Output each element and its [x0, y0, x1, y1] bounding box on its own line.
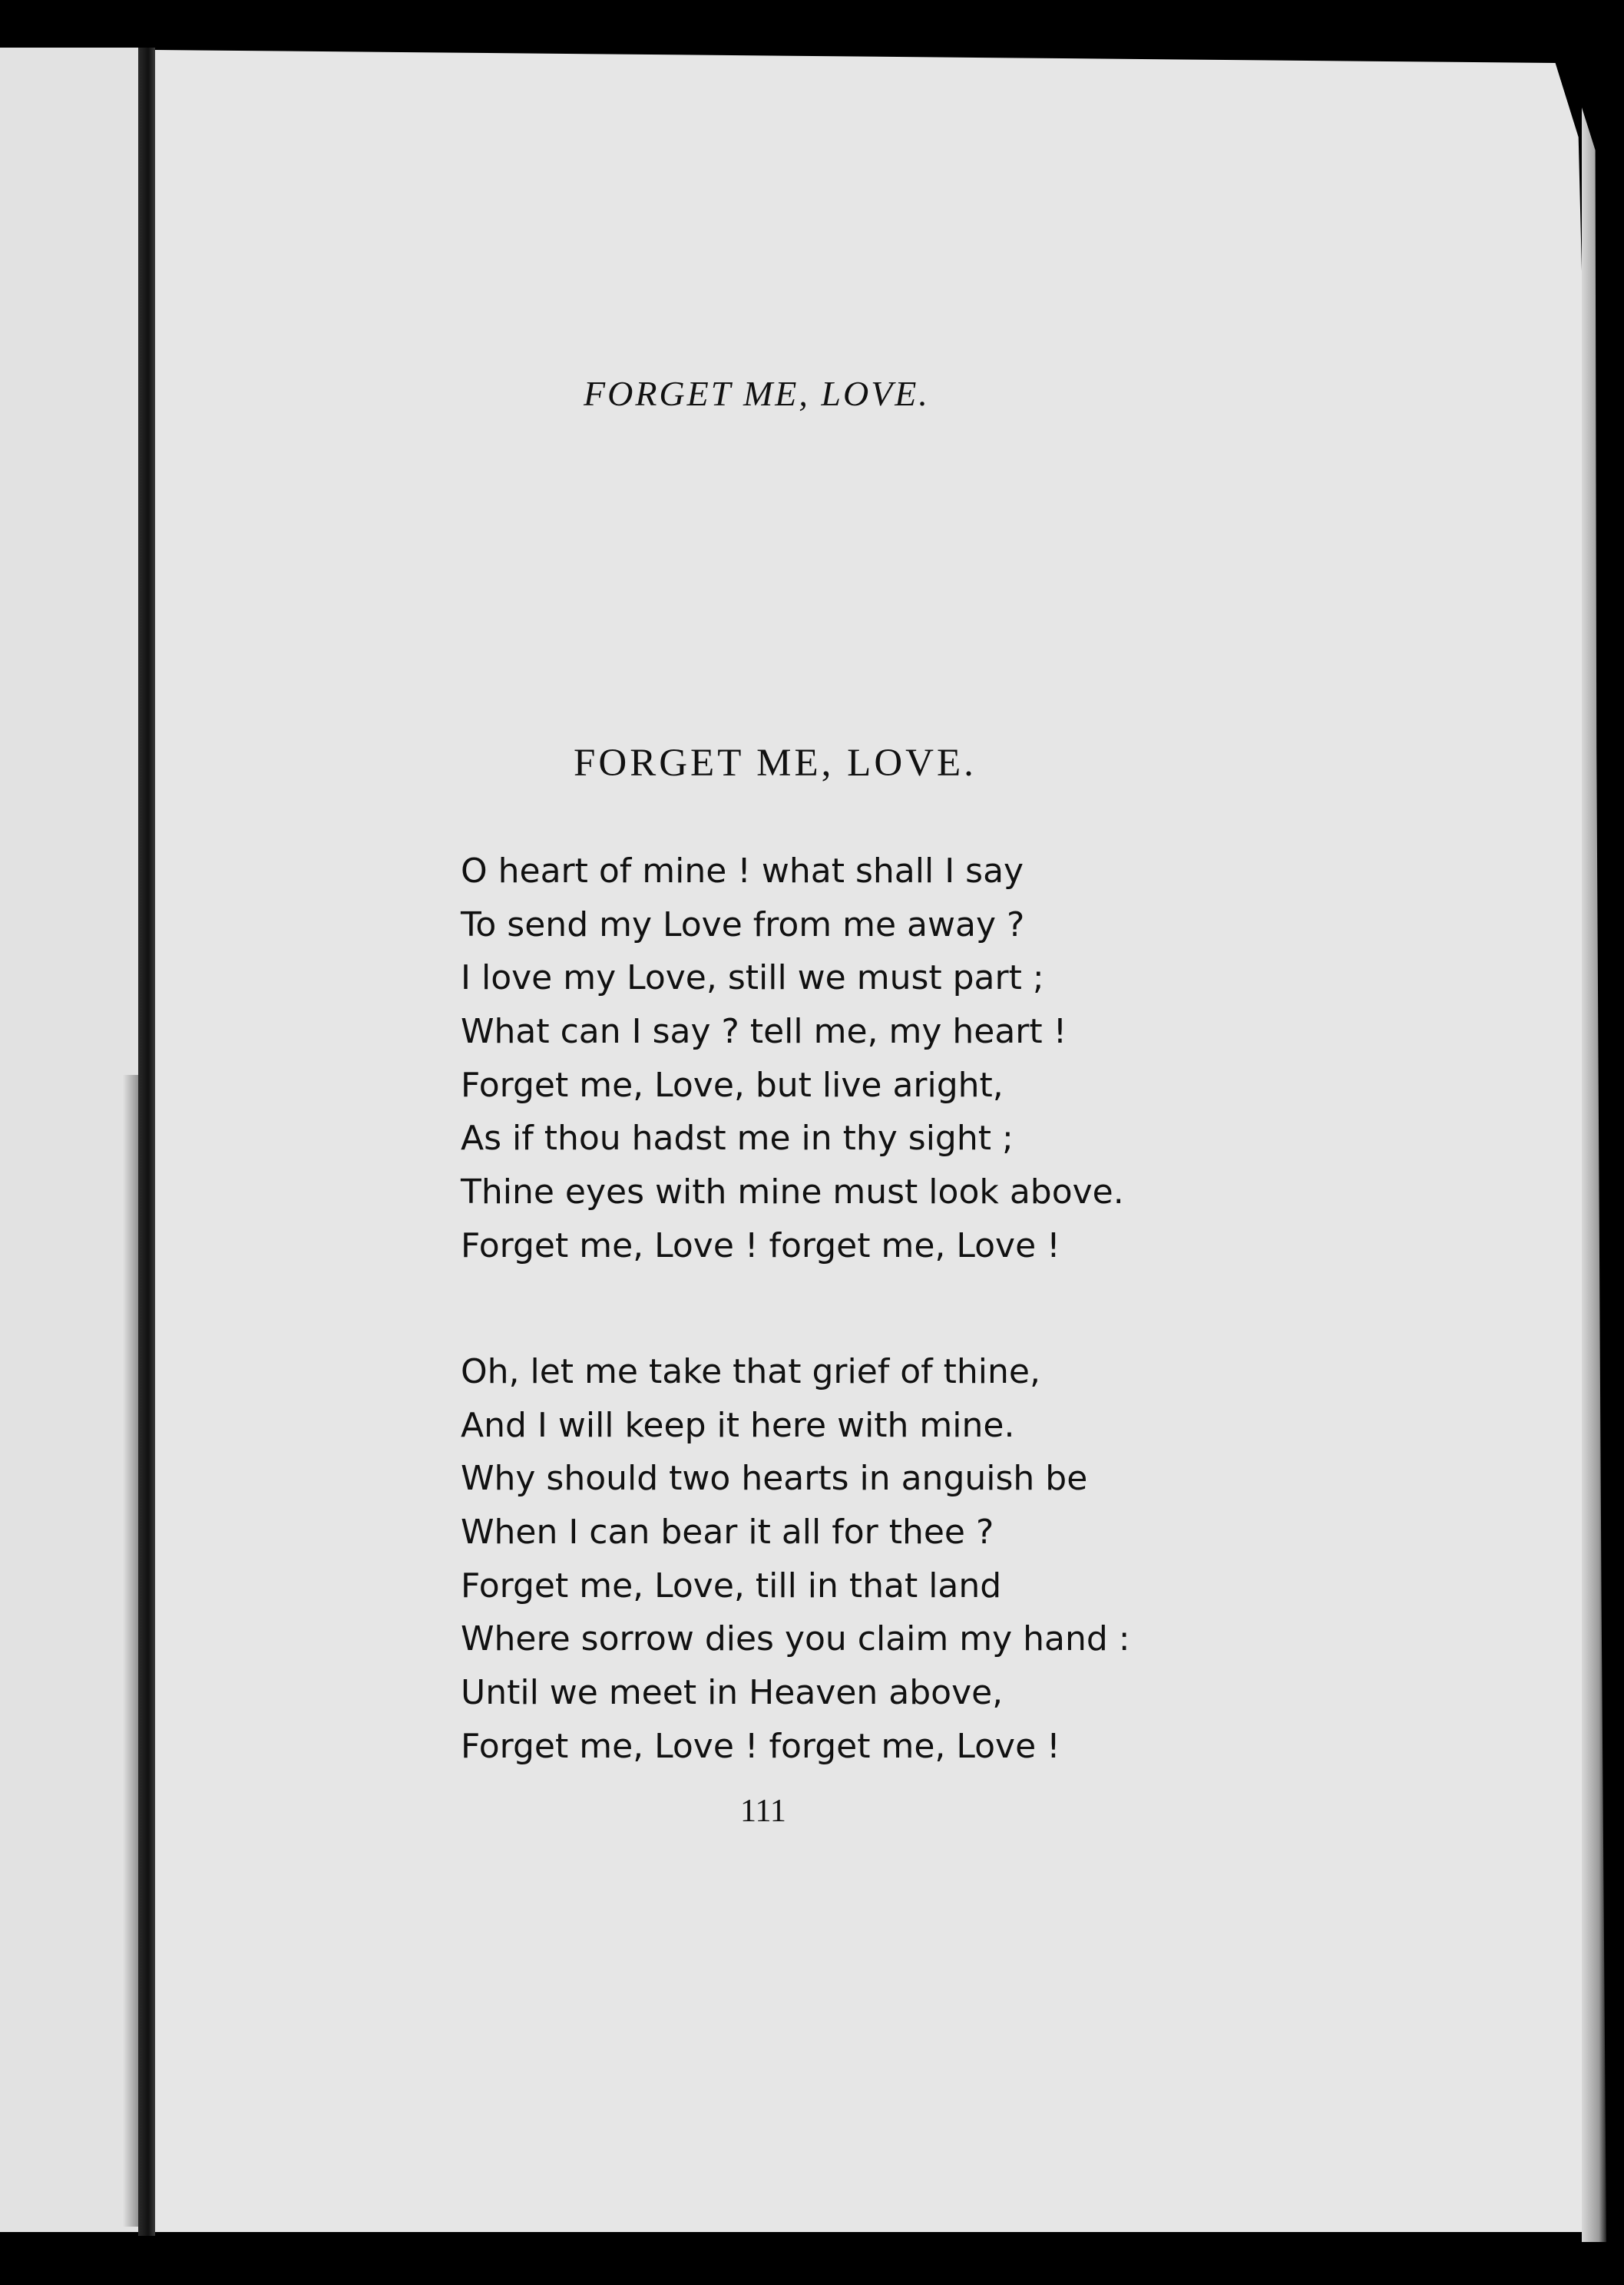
book-spine — [138, 48, 155, 2236]
poem-line: Why should two hearts in anguish be — [461, 1459, 1088, 1499]
poem-line: Where sorrow dies you claim my hand : — [461, 1619, 1130, 1659]
page-curl-edge — [1582, 107, 1606, 2242]
poem-line: When I can bear it all for thee ? — [461, 1513, 994, 1553]
poem-title: FORGET ME, LOVE. — [574, 742, 977, 785]
poem-line: Forget me, Love ! forget me, Love ! — [461, 1726, 1060, 1766]
poem-line: I love my Love, still we must part ; — [461, 958, 1044, 998]
page-number: 111 — [740, 1794, 786, 1829]
running-head: FORGET ME, LOVE. — [584, 374, 930, 413]
stanza — [461, 845, 1152, 1273]
poem-line: As if thou hadst me in thy sight ; — [461, 1119, 1014, 1159]
poem-line: Oh, let me take that grief of thine, — [461, 1352, 1040, 1391]
poem-line: O heart of mine ! what shall I say — [461, 852, 1024, 891]
poem-line: And I will keep it here with mine. — [461, 1405, 1015, 1445]
poem-line: Until we meet in Heaven above, — [461, 1673, 1004, 1713]
poem-line: Thine eyes with mine must look above. — [461, 1172, 1124, 1212]
poem-line: Forget me, Love, till in that land — [461, 1566, 1002, 1605]
facing-page-edge — [0, 48, 138, 2232]
poem-line: What can I say ? tell me, my heart ! — [461, 1012, 1067, 1052]
poem-line: Forget me, Love, but live aright, — [461, 1065, 1004, 1105]
gutter-shadow — [123, 1075, 138, 2227]
poem-line: To send my Love from me away ? — [461, 904, 1025, 944]
poem-line: Forget me, Love ! forget me, Love ! — [461, 1225, 1060, 1265]
stanza — [461, 1345, 1152, 1774]
